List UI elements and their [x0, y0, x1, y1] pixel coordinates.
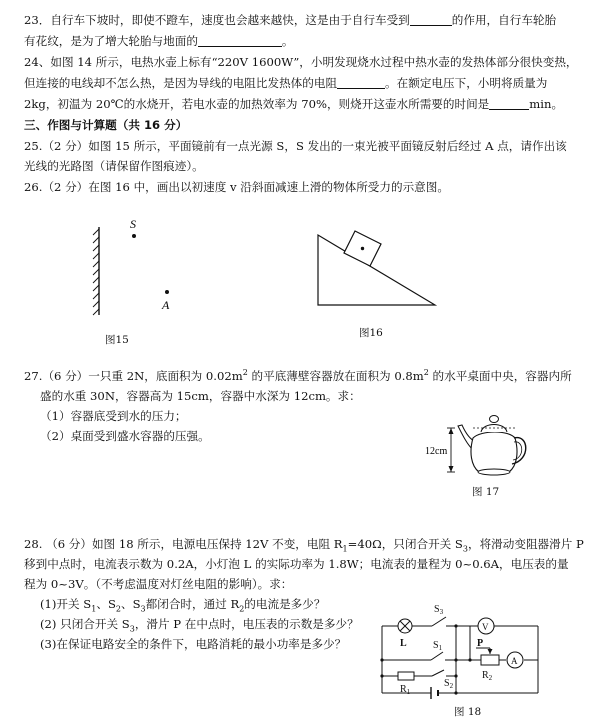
q26-line1: 26.（2 分）在图 16 中，画出以初速度 v 沿斜面减速上滑的物体所受力的示意图。	[24, 180, 449, 194]
q25-line2: 光线的光路图（请保留作图痕迹）。	[24, 159, 204, 173]
figure-15-caption: 图15	[105, 334, 129, 346]
q24-text: 24、如图 14 所示，电热水壶上标有“220V 1600W”，小明发现烧水过程中热水壶的发热体部分很快变热，	[24, 55, 578, 69]
subscript: 1	[91, 604, 97, 614]
q28-sub1	[40, 596, 325, 612]
q28-text: 、S	[96, 597, 116, 611]
q28-sub3: (3)在保证电路安全的条件下，电路消耗的最小功率是多少？	[40, 637, 347, 651]
subscript: 3	[129, 624, 135, 634]
figure-16-caption: 图16	[359, 327, 383, 339]
q23-line1	[24, 12, 556, 28]
subscript: 3	[140, 604, 146, 614]
q24-line1	[24, 54, 578, 70]
figure-15	[85, 215, 195, 325]
s3-label: $S_3$	[434, 604, 444, 616]
figure-16	[310, 225, 440, 310]
answer-blank[interactable]	[489, 97, 529, 110]
height-label: 12cm	[425, 446, 448, 457]
q28-text: 、S	[120, 597, 141, 611]
section-heading: 三、作图与计算题（共 16 分）	[24, 118, 188, 132]
q27-text: 27.（6 分）一只重 2N，底面积为 0.02m	[24, 369, 243, 383]
q24-text: 但连接的电线却不怎么热，是因为导线的电阻比发热体的电阻	[24, 76, 338, 90]
q24-text: min。	[529, 97, 564, 111]
superscript: 2	[423, 368, 429, 378]
q23-text: 有花纹，是为了增大轮胎与地面的	[24, 34, 198, 48]
s1-label: $S_1$	[433, 640, 443, 652]
q24-text: 。在额定电压下，小明将质量为	[385, 76, 548, 90]
answer-blank[interactable]	[410, 13, 452, 26]
q28-text: (1)开关 S	[40, 597, 92, 611]
q28-text: 28. （6 分）如图 18 所示，电源电压保持 12V 不变，电阻 R	[24, 537, 343, 551]
q27-sub1: （1）容器底受到水的压力；	[40, 409, 187, 423]
q28-text: 都闭合时，通过 R	[145, 597, 240, 611]
s2-label: $S_2$	[444, 678, 454, 690]
q27-text: 的平底薄壁容器放在面积为 0.8m	[251, 369, 424, 383]
q28-text: ，将滑动变阻器滑片 P	[467, 537, 584, 551]
subscript: 3	[462, 544, 468, 554]
subscript: 2	[115, 604, 121, 614]
q23-text: 。	[281, 34, 294, 48]
figure-17-teapot	[425, 408, 550, 478]
answer-blank[interactable]	[198, 34, 282, 47]
q27-line1	[24, 368, 572, 384]
q28-line3: 程为 0~3V。（不考虑温度对灯丝电阻的影响）。求：	[24, 577, 293, 591]
answer-blank[interactable]	[337, 76, 385, 89]
q23-text: 的作用，自行车轮胎	[451, 13, 557, 27]
q28-line1	[24, 536, 584, 552]
slider-p-label: P	[477, 638, 484, 649]
point-s-label: S	[130, 217, 136, 231]
q24-line3	[24, 96, 563, 112]
superscript: 2	[242, 368, 248, 378]
q24-text: 2kg，初温为 20℃的水烧开，若电水壶的加热效率为 70%，则烧开这壶水所需要的时间是	[24, 97, 490, 111]
r2-label: $R_2$	[482, 670, 493, 682]
q28-line2: 移到中点时，电流表示数为 0.2A，小灯泡 L 的实际功率为 1.8W；电流表的量程为 0~0.6A，电压表的量	[24, 557, 569, 571]
q27-line2: 盛的水重 30N，容器高为 15cm，容器中水深为 12cm。求：	[40, 389, 361, 403]
q25-line1: 25.（2 分）如图 15 所示，平面镜前有一点光源 S，S 发出的一束光被平面镜反射后经过 A 点，请作出该	[24, 139, 567, 153]
q23-line2	[24, 33, 294, 49]
q27-text: 的水平桌面中央，容器内所	[432, 369, 572, 383]
lamp-label: L	[400, 638, 407, 649]
q27-sub2: （2）桌面受到盛水容器的压强。	[40, 429, 210, 443]
subscript: 1	[342, 544, 348, 554]
q28-text: 的电流是多少？	[244, 597, 326, 611]
figure-18-circuit	[376, 598, 546, 700]
point-a-label: A	[162, 298, 170, 312]
q28-text: =40Ω，只闭合开关 S	[347, 537, 463, 551]
figure-18-caption: 图 18	[454, 706, 482, 718]
ammeter-label: A	[511, 656, 518, 666]
q28-text: (2) 只闭合开关 S	[40, 617, 130, 631]
q24-line2	[24, 75, 547, 91]
r1-label: $R_1$	[400, 684, 411, 696]
q28-sub2	[40, 616, 359, 632]
figure-17-caption: 图 17	[472, 486, 500, 498]
q28-text: ，滑片 P 在中点时，电压表的示数是多少？	[134, 617, 359, 631]
q23-text: 23．自行车下坡时，即使不蹬车，速度也会越来越快，这是由于自行车受到	[24, 13, 410, 27]
voltmeter-label: V	[482, 622, 489, 632]
subscript: 2	[239, 604, 245, 614]
